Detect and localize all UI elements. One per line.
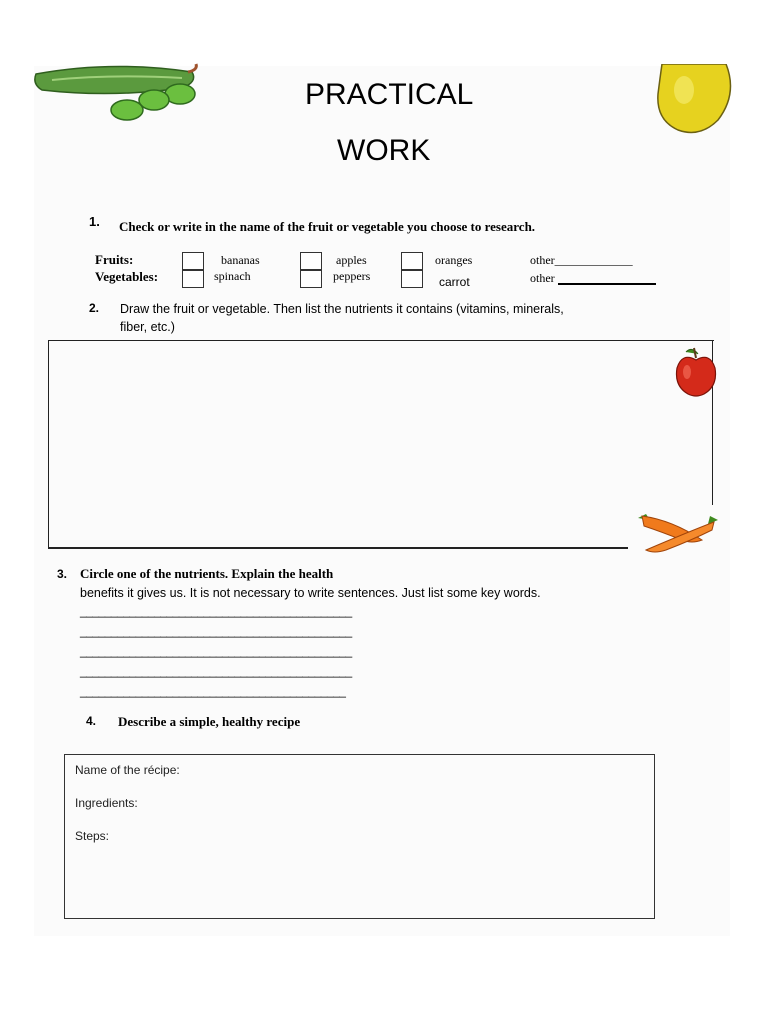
q1-text: Check or write in the name of the fruit or vegetable you choose to research. xyxy=(119,219,536,234)
other-fruit-field[interactable]: other_____________ xyxy=(530,253,633,267)
option-apples: apples xyxy=(336,253,367,267)
q4-text: Describe a simple, healthy recipe xyxy=(118,714,301,729)
q3-number: 3. xyxy=(57,567,68,581)
ingredients-label: Ingredients: xyxy=(75,796,138,810)
checkbox-bananas[interactable] xyxy=(182,252,204,270)
checkbox-oranges[interactable] xyxy=(401,252,423,270)
option-spinach: spinach xyxy=(214,269,251,283)
page-title-line2: WORK xyxy=(337,134,431,167)
answer-line[interactable]: ____________________________________________ xyxy=(80,604,352,618)
answer-line[interactable]: ____________________________________________ xyxy=(80,664,352,678)
q3-text-line1: Circle one of the nutrients. Explain the health xyxy=(80,566,334,581)
recipe-name-label: Name of the récipe: xyxy=(75,763,180,777)
checkbox-peppers[interactable] xyxy=(300,270,322,288)
pear-icon xyxy=(654,64,736,134)
answer-line[interactable]: ____________________________________________ xyxy=(80,624,352,638)
drawing-area[interactable] xyxy=(48,340,714,547)
fruits-label: Fruits: xyxy=(95,252,134,267)
q2-text-line1: Draw the fruit or vegetable. Then list the nutrients it contains (vitamins, minerals, xyxy=(120,302,564,316)
q2-number: 2. xyxy=(89,301,100,315)
recipe-box[interactable] xyxy=(64,754,655,919)
other-vegetable-underline xyxy=(558,283,656,285)
vegetables-label: Vegetables: xyxy=(95,269,159,284)
checkbox-spinach[interactable] xyxy=(182,270,204,288)
q4-number: 4. xyxy=(86,714,97,728)
answer-line[interactable]: ____________________________________________ xyxy=(80,644,352,658)
q3-text-line2: benefits it gives us. It is not necessary to write sentences. Just list some key words. xyxy=(80,586,541,600)
checkbox-carrot[interactable] xyxy=(401,270,423,288)
answer-line[interactable]: ___________________________________________ xyxy=(80,684,346,698)
q2-text-line2: fiber, etc.) xyxy=(120,320,175,334)
apple-icon xyxy=(672,344,720,400)
option-carrot: carrot xyxy=(439,275,470,289)
steps-label: Steps: xyxy=(75,829,110,843)
pea-pod-icon xyxy=(32,62,202,124)
other-vegetable-label: other xyxy=(530,271,555,285)
page-title-line1: PRACTICAL xyxy=(305,78,474,111)
option-peppers: peppers xyxy=(333,269,371,283)
checkbox-apples[interactable] xyxy=(300,252,322,270)
other-vegetable-field[interactable] xyxy=(530,269,656,285)
carrot-icon xyxy=(632,510,724,556)
q1-number: 1. xyxy=(89,214,100,229)
option-bananas: bananas xyxy=(221,253,260,267)
drawing-area-bottom-border xyxy=(48,547,628,549)
option-oranges: oranges xyxy=(435,253,473,267)
